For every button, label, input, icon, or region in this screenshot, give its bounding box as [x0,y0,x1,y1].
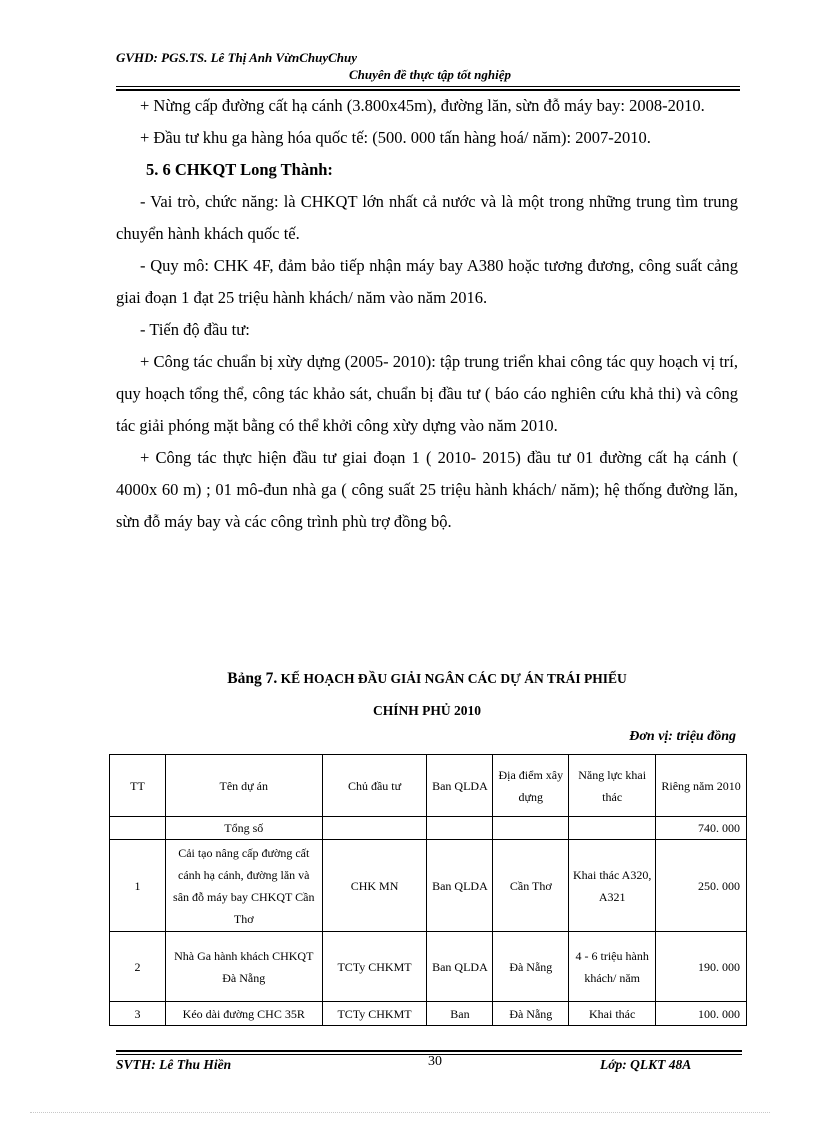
table-row [110,1002,747,1026]
table-cell: 3 [110,1002,166,1026]
total-label: Tổng số [165,817,322,840]
table-cell [322,817,427,840]
header-document-title: Chuyên đề thực tập tốt nghiệp [349,67,511,82]
paragraph: + Đầu tư khu ga hàng hóa quốc tế: (500. 000 tấn hàng hoá/ năm): 2007-2010. [140,128,651,147]
header-cell: Năng lực khai thác [569,755,656,817]
header-cell: Riêng năm 2010 [656,755,747,817]
table-caption-line2: CHÍNH PHỦ 2010 [373,703,481,718]
header-cell: Ban QLDA [427,755,493,817]
table-cell: 250. 000 [656,840,747,932]
table-cell: 190. 000 [656,932,747,1002]
table-cell [569,817,656,840]
table-caption-text: KẾ HOẠCH ĐẦU GIẢI NGÂN CÁC DỰ ÁN TRÁI PHIẾU [277,671,627,686]
table-cell: Nhà Ga hành khách CHKQT Đà Nẵng [165,932,322,1002]
header-rule [116,86,740,87]
disbursement-table [109,754,747,1026]
section-heading: 5. 6 CHKQT Long Thành: [146,160,333,179]
table-cell: Ban [427,1002,493,1026]
paragraph: - Tiến độ đầu tư: [140,320,250,339]
table-cell: Cần Thơ [493,840,569,932]
table-cell: 4 - 6 triệu hành khách/ năm [569,932,656,1002]
table-cell: Khai thác [569,1002,656,1026]
table-total-row [110,817,747,840]
page-number: 30 [428,1054,442,1069]
unit-label: Đơn vị: triệu đồng [629,729,736,744]
header-supervisor: GVHD: PGS.TS. Lê Thị Anh VừnChuyChuy [116,50,358,65]
footer-class: Lớp: QLKT 48A [600,1057,692,1072]
paragraph: + Công tác chuẩn bị xừy dựng (2005- 2010): tập trung triển khai công tác quy hoạch vị trí, quy hoạch tổng thể, công tác khảo sát, chuẩn bị đầu tư ( báo cáo nghiên cứu khả thi) và công tác giải phóng mặt bằng có thể khởi công xừy dựng vào năm 2010. [116,352,738,435]
table-cell [493,817,569,840]
body-text [116,90,738,538]
table-cell: Kéo dài đường CHC 35R [165,1002,322,1026]
table-cell: Đà Nẵng [493,1002,569,1026]
table-cell [110,817,166,840]
table-cell: TCTy CHKMT [322,1002,427,1026]
table-caption-lead: Bảng 7. [227,670,278,687]
footer-student: SVTH: Lê Thu Hiền [116,1057,232,1072]
table-row [110,840,747,932]
page-edge-line [30,1112,770,1113]
table-cell: Ban QLDA [427,840,493,932]
table-cell: 100. 000 [656,1002,747,1026]
paragraph: - Quy mô: CHK 4F, đảm bảo tiếp nhận máy bay A380 hoặc tương đương, công suất cảng giai đoạn 1 đạt 25 triệu hành khách/ năm vào năm 2016. [116,256,738,307]
table-header-row [110,755,747,817]
paragraph: + Công tác thực hiện đầu tư giai đoạn 1 ( 2010- 2015) đầu tư 01 đường cất hạ cánh ( 4000x 60 m) ; 01 mô-đun nhà ga ( công suất 25 triệu hành khách/ năm); hệ thống đường lăn, sừn đỗ máy bay và các công trình phù trợ đồng bộ. [116,448,738,531]
table-cell: Khai thác A320, A321 [569,840,656,932]
table-cell: 1 [110,840,166,932]
paragraph: - Vai trò, chức năng: là CHKQT lớn nhất cả nước và là một trong những trung tìm trung chuyển hành khách quốc tế. [116,192,738,243]
header-cell: Chủ đầu tư [322,755,427,817]
table-cell [427,817,493,840]
table-caption-line1 [116,670,738,688]
table-cell: Ban QLDA [427,932,493,1002]
header-cell: Tên dự án [165,755,322,817]
table-cell: CHK MN [322,840,427,932]
paragraph: + Nừng cấp đường cất hạ cánh (3.800x45m), đường lăn, sừn đỗ máy bay: 2008-2010. [140,96,705,115]
header-cell: TT [110,755,166,817]
table-cell: Cải tạo nâng cấp đường cất cánh hạ cánh, đường lăn và sân đỗ máy bay CHKQT Cần Thơ [165,840,322,932]
table-cell: 2 [110,932,166,1002]
table-cell: Đà Nẵng [493,932,569,1002]
table-row [110,932,747,1002]
total-value: 740. 000 [656,817,747,840]
footer-rule-thick [116,1050,742,1052]
header-cell: Địa điểm xây dựng [493,755,569,817]
table-cell: TCTy CHKMT [322,932,427,1002]
